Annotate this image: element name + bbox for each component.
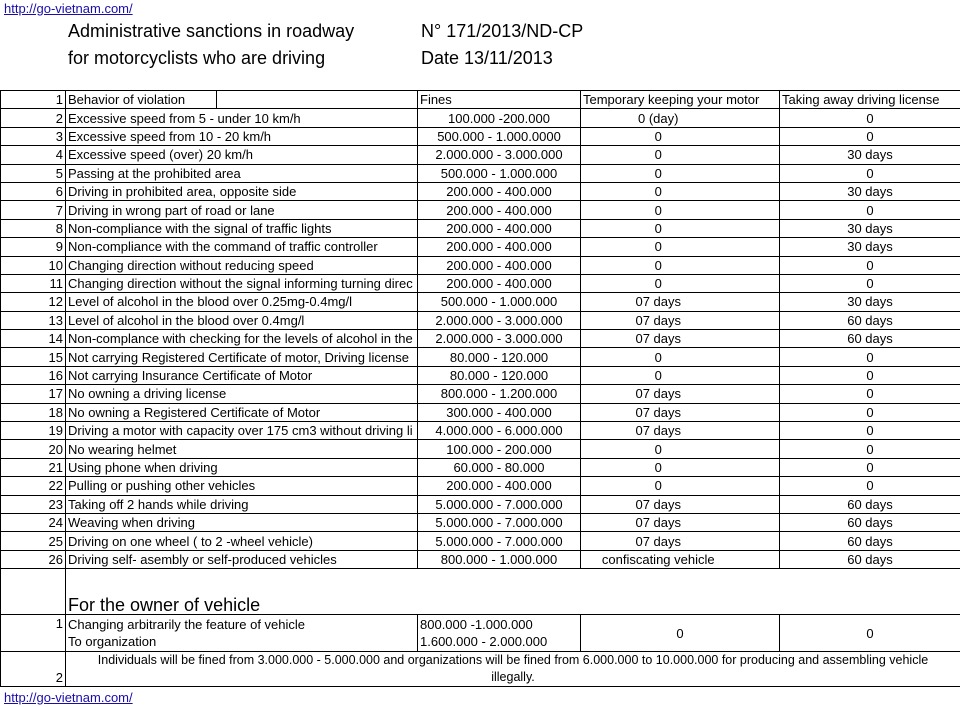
header-num: 1	[1, 91, 66, 109]
owner-fine-line-2: 1.600.000 - 2.000.000	[420, 634, 548, 650]
row-keep: 0	[581, 274, 736, 292]
row-keep-spacer	[736, 440, 780, 458]
row-number: 5	[1, 164, 66, 182]
row-behavior: Weaving when driving	[66, 513, 418, 531]
row-fines: 60.000 - 80.000	[418, 458, 581, 476]
row-number: 10	[1, 256, 66, 274]
table-row	[1, 366, 960, 384]
row-fines: 500.000 - 1.000.000	[418, 164, 581, 182]
row-keep: 0	[581, 458, 736, 476]
row-keep-spacer	[736, 366, 780, 384]
table-row	[1, 127, 960, 145]
row-fines: 200.000 - 400.000	[418, 274, 581, 292]
owner-note-line-2: illegally.	[491, 670, 535, 685]
row-fines: 5.000.000 - 7.000.000	[418, 495, 581, 513]
table-row	[1, 403, 960, 421]
row-fines: 200.000 - 400.000	[418, 477, 581, 495]
row-keep: 0	[581, 256, 736, 274]
row-fines: 800.000 - 1.200.000	[418, 385, 581, 403]
row-fines: 5.000.000 - 7.000.000	[418, 513, 581, 531]
decree-date: Date 13/11/2013	[421, 48, 553, 68]
row-keep: confiscating vehicle	[581, 550, 736, 568]
table-row	[1, 182, 960, 200]
row-keep-spacer	[736, 495, 780, 513]
row-keep-spacer	[736, 403, 780, 421]
row-number: 19	[1, 422, 66, 440]
row-license: 30 days	[780, 293, 960, 311]
row-behavior: Non-compliance with the command of traffic controller	[66, 238, 418, 256]
row-keep-spacer	[736, 513, 780, 531]
row-license: 0	[780, 274, 960, 292]
row-behavior: Excessive speed from 5 - under 10 km/h	[66, 109, 418, 127]
row-keep-spacer	[736, 477, 780, 495]
row-number: 23	[1, 495, 66, 513]
table-row	[1, 311, 960, 329]
owner-behavior-line-1: Changing arbitrarily the feature of vehicle	[68, 617, 306, 633]
row-fines: 200.000 - 400.000	[418, 256, 581, 274]
row-fines: 500.000 - 1.000.000	[418, 293, 581, 311]
row-license: 0	[780, 127, 960, 145]
row-license: 0	[780, 256, 960, 274]
header-fines: Fines	[418, 91, 581, 109]
row-fines: 200.000 - 400.000	[418, 201, 581, 219]
header-behavior: Behavior of violation	[66, 91, 217, 109]
row-behavior: Driving on one wheel ( to 2 -wheel vehicle)	[66, 532, 418, 550]
table-row	[1, 477, 960, 495]
row-number: 15	[1, 348, 66, 366]
owner-fine-line-1: 800.000 -1.000.000	[420, 617, 533, 633]
row-fines: 2.000.000 - 3.000.000	[418, 146, 581, 164]
row-behavior: Changing direction without reducing speed	[66, 256, 418, 274]
row-number: 25	[1, 532, 66, 550]
row-license: 60 days	[780, 330, 960, 348]
row-behavior: Level of alcohol in the blood over 0.25mg-0.4mg/l	[66, 293, 418, 311]
row-behavior: Excessive speed (over) 20 km/h	[66, 146, 418, 164]
table-row	[1, 109, 960, 127]
header-license: Taking away driving license	[780, 91, 960, 109]
table-row	[1, 550, 960, 568]
row-keep: 07 days	[581, 293, 736, 311]
row-keep-spacer	[736, 219, 780, 237]
row-keep: 0	[581, 201, 736, 219]
row-fines: 500.000 - 1.000.0000	[418, 127, 581, 145]
row-fines: 300.000 - 400.000	[418, 403, 581, 421]
owner-row-1	[1, 615, 960, 652]
row-behavior: Driving in wrong part of road or lane	[66, 201, 418, 219]
table-row	[1, 219, 960, 237]
row-keep: 07 days	[581, 330, 736, 348]
table-row	[1, 274, 960, 292]
top-link[interactable]: http://go-vietnam.com/	[4, 1, 133, 16]
table-row	[1, 201, 960, 219]
sanctions-table	[0, 90, 960, 687]
row-number: 12	[1, 293, 66, 311]
row-number: 11	[1, 274, 66, 292]
table-row	[1, 422, 960, 440]
row-behavior: Pulling or pushing other vehicles	[66, 477, 418, 495]
row-license: 0	[780, 422, 960, 440]
row-number: 18	[1, 403, 66, 421]
table-row	[1, 348, 960, 366]
row-keep-spacer	[736, 293, 780, 311]
row-fines: 80.000 - 120.000	[418, 366, 581, 384]
row-keep-spacer	[736, 238, 780, 256]
owner-note-line-1: Individuals will be fined from 3.000.000 - 5.000.000 and organizations will be fined from 6.000.000 to 10.000.000 for producing and assembling vehicle	[97, 653, 929, 668]
row-number: 2	[1, 109, 66, 127]
row-keep: 0	[581, 238, 736, 256]
table-row	[1, 495, 960, 513]
row-fines: 2.000.000 - 3.000.000	[418, 330, 581, 348]
owner-title-num	[1, 569, 66, 615]
row-keep-spacer	[736, 109, 780, 127]
row-number: 20	[1, 440, 66, 458]
row-license: 60 days	[780, 532, 960, 550]
row-number: 8	[1, 219, 66, 237]
row-behavior: Driving a motor with capacity over 175 cm3 without driving li	[66, 422, 418, 440]
row-behavior: Driving self- asembly or self-produced vehicles	[66, 550, 418, 568]
row-license: 60 days	[780, 550, 960, 568]
table-row	[1, 440, 960, 458]
row-license: 60 days	[780, 495, 960, 513]
row-keep-spacer	[736, 256, 780, 274]
row-keep-spacer	[736, 458, 780, 476]
row-license: 30 days	[780, 238, 960, 256]
owner-behavior-line-2: To organization	[68, 634, 157, 650]
row-keep-spacer	[736, 385, 780, 403]
row-behavior: Excessive speed from 10 - 20 km/h	[66, 127, 418, 145]
row-keep-spacer	[736, 311, 780, 329]
decree-number: N° 171/2013/ND-CP	[421, 21, 584, 41]
row-keep: 0 (day)	[581, 109, 736, 127]
row-number: 17	[1, 385, 66, 403]
row-keep: 0	[581, 219, 736, 237]
table-row	[1, 164, 960, 182]
row-number: 26	[1, 550, 66, 568]
row-fines: 80.000 - 120.000	[418, 348, 581, 366]
row-keep: 07 days	[581, 311, 736, 329]
row-license: 0	[780, 385, 960, 403]
row-license: 0	[780, 164, 960, 182]
row-keep: 07 days	[581, 403, 736, 421]
title-line-1: Administrative sanctions in roadway	[68, 21, 355, 41]
row-behavior: Passing at the prohibited area	[66, 164, 418, 182]
table-row	[1, 513, 960, 531]
row-number: 6	[1, 182, 66, 200]
row-keep-spacer	[736, 348, 780, 366]
row-keep-spacer	[736, 164, 780, 182]
row-license: 0	[780, 109, 960, 127]
row-keep: 0	[581, 127, 736, 145]
row-keep: 0	[581, 164, 736, 182]
row-number: 14	[1, 330, 66, 348]
row-license: 30 days	[780, 146, 960, 164]
row-fines: 4.000.000 - 6.000.000	[418, 422, 581, 440]
row-behavior: No owning a driving license	[66, 385, 418, 403]
row-behavior: Non-complance with checking for the levels of alcohol in the	[66, 330, 418, 348]
owner-row-1-license: 0	[780, 615, 960, 652]
owner-row-2-text	[66, 652, 960, 687]
row-keep: 07 days	[581, 422, 736, 440]
row-keep: 0	[581, 146, 736, 164]
row-fines: 2.000.000 - 3.000.000	[418, 311, 581, 329]
row-behavior: No owning a Registered Certificate of Motor	[66, 403, 418, 421]
row-number: 24	[1, 513, 66, 531]
row-behavior: Changing direction without the signal informing turning direc	[66, 274, 418, 292]
row-keep: 0	[581, 182, 736, 200]
row-number: 13	[1, 311, 66, 329]
row-number: 22	[1, 477, 66, 495]
row-number: 9	[1, 238, 66, 256]
row-keep: 07 days	[581, 532, 736, 550]
row-keep-spacer	[736, 182, 780, 200]
row-fines: 5.000.000 - 7.000.000	[418, 532, 581, 550]
table-row	[1, 256, 960, 274]
row-fines: 800.000 - 1.000.000	[418, 550, 581, 568]
row-fines: 200.000 - 400.000	[418, 182, 581, 200]
row-behavior: Using phone when driving	[66, 458, 418, 476]
row-fines: 200.000 - 400.000	[418, 238, 581, 256]
row-number: 21	[1, 458, 66, 476]
owner-row-1-behavior	[66, 615, 418, 652]
owner-title: For the owner of vehicle	[66, 569, 960, 615]
row-behavior: Taking off 2 hands while driving	[66, 495, 418, 513]
row-license: 0	[780, 440, 960, 458]
row-keep-spacer	[736, 127, 780, 145]
row-keep: 0	[581, 440, 736, 458]
row-keep: 07 days	[581, 513, 736, 531]
owner-row-2-num: 2	[1, 652, 66, 687]
row-license: 0	[780, 403, 960, 421]
row-behavior: No wearing helmet	[66, 440, 418, 458]
row-fines: 100.000 - 200.000	[418, 440, 581, 458]
row-behavior: Not carrying Registered Certificate of motor, Driving license	[66, 348, 418, 366]
row-keep-spacer	[736, 330, 780, 348]
header-empty	[217, 91, 418, 109]
row-keep: 07 days	[581, 385, 736, 403]
row-number: 3	[1, 127, 66, 145]
row-keep: 0	[581, 477, 736, 495]
header-keep: Temporary keeping your motor	[581, 91, 780, 109]
row-behavior: Not carrying Insurance Certificate of Motor	[66, 366, 418, 384]
row-behavior: Non-compliance with the signal of traffic lights	[66, 219, 418, 237]
row-keep-spacer	[736, 274, 780, 292]
row-fines: 100.000 -200.000	[418, 109, 581, 127]
table-row	[1, 293, 960, 311]
header-row	[1, 91, 960, 109]
row-license: 60 days	[780, 311, 960, 329]
owner-row-1-num: 1	[1, 615, 66, 652]
row-license: 60 days	[780, 513, 960, 531]
row-keep-spacer	[736, 550, 780, 568]
row-license: 30 days	[780, 219, 960, 237]
row-number: 16	[1, 366, 66, 384]
owner-row-1-fines	[418, 615, 581, 652]
table-row	[1, 385, 960, 403]
row-number: 4	[1, 146, 66, 164]
row-behavior: Driving in prohibited area, opposite side	[66, 182, 418, 200]
row-license: 0	[780, 477, 960, 495]
table-row	[1, 458, 960, 476]
title-line-2: for motorcyclists who are driving	[68, 48, 326, 68]
row-license: 0	[780, 348, 960, 366]
owner-title-row	[1, 569, 960, 615]
row-behavior: Level of alcohol in the blood over 0.4mg/l	[66, 311, 418, 329]
row-keep-spacer	[736, 422, 780, 440]
row-number: 7	[1, 201, 66, 219]
owner-row-1-keep: 0	[581, 615, 780, 652]
row-license: 0	[780, 458, 960, 476]
table-row	[1, 146, 960, 164]
table-row	[1, 532, 960, 550]
row-keep-spacer	[736, 201, 780, 219]
row-keep: 07 days	[581, 495, 736, 513]
row-keep-spacer	[736, 146, 780, 164]
row-keep: 0	[581, 348, 736, 366]
row-keep: 0	[581, 366, 736, 384]
row-license: 0	[780, 366, 960, 384]
row-keep-spacer	[736, 532, 780, 550]
row-license: 0	[780, 201, 960, 219]
row-license: 30 days	[780, 182, 960, 200]
bottom-link[interactable]: http://go-vietnam.com/	[4, 690, 133, 705]
table-row	[1, 330, 960, 348]
row-fines: 200.000 - 400.000	[418, 219, 581, 237]
table-row	[1, 238, 960, 256]
owner-row-2	[1, 652, 960, 687]
